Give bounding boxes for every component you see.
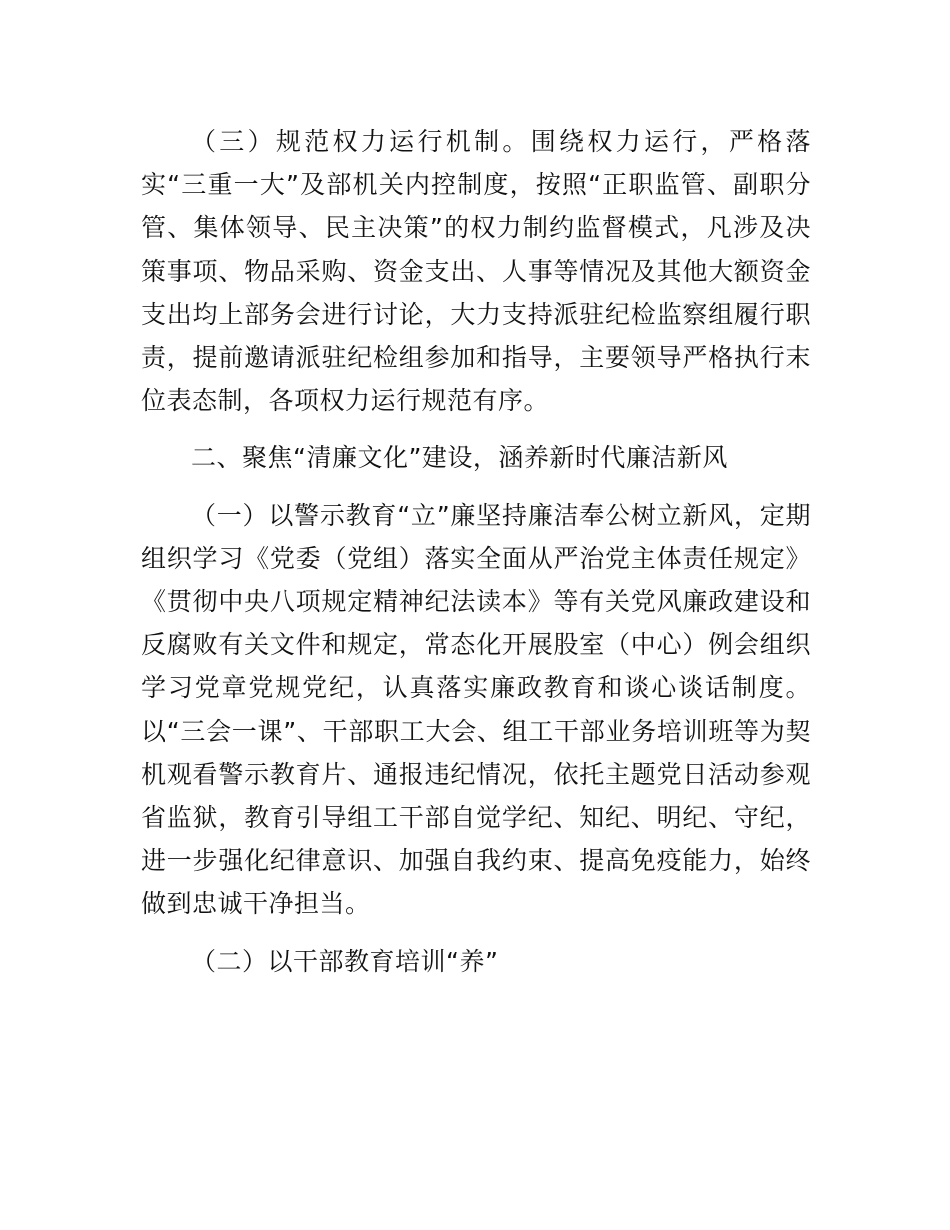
paragraph-warning-education: （一）以警示教育“立”廉坚持廉洁奉公树立新风，定期组织学习《党委（党组）落实全面从严治党主体责任规定》《贯彻中央八项规定精神纪法读本》等有关党风廉政建设和反腐败有关文件和规定，常态化开展股室（中心）例会组织学习党章党规党纪，认真落实廉政教育和谈心谈话制度。以“三会一课”、干部职工大会、组工干部业务培训班等为契机观看警示教育片、通报违纪情况，依托主题党日活动参观省监狱，教育引导组工干部自觉学纪、知纪、明纪、守纪，进一步强化纪律意识、加强自我约束、提高免疫能力，始终做到忠诚干净担当。 (141, 500, 811, 919)
section-heading-clean-culture: 二、聚焦“清廉文化”建设，涵养新时代廉洁新风 (191, 443, 728, 473)
document-body (141, 120, 811, 983)
paragraph-power-mechanism: （三）规范权力运行机制。围绕权力运行，严格落实“三重一大”及部机关内控制度，按照“正职监管、副职分管、集体领导、民主决策”的权力制约监督模式，凡涉及决策事项、物品采购、资金支出、人事等情况及其他大额资金支出均上部务会进行讨论，大力支持派驻纪检监察组履行职责，提前邀请派驻纪检组参加和指导，主要领导严格执行末位表态制，各项权力运行规范有序。 (141, 127, 811, 416)
paragraph-cadre-training: （二）以干部教育培训“养” (191, 946, 499, 976)
